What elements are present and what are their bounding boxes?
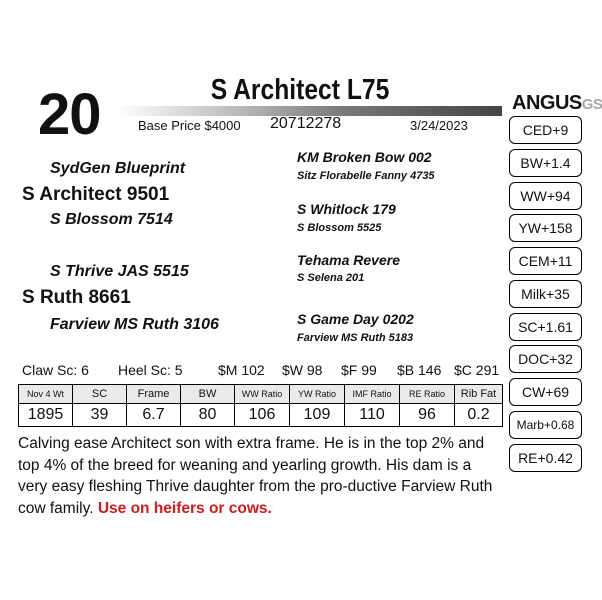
perf-header: YW Ratio [290,385,345,404]
perf-header: Frame [127,385,181,404]
pedigree-dam-sire: S Thrive JAS 5515 [50,263,189,280]
perf-header: RE Ratio [400,385,455,404]
index-c: $C 291 [454,362,500,378]
pedigree-right-4-sub: Farview MS Ruth 5183 [297,332,414,344]
perf-value: 96 [400,404,455,427]
pedigree-right-3-sub: S Selena 201 [297,272,365,284]
perf-header: IMF Ratio [345,385,400,404]
perf-value: 80 [181,404,235,427]
perf-header: BW [181,385,235,404]
brand-sub: GS [581,96,602,113]
animal-name-text: S Architect L75 [210,74,390,106]
epd-cem: CEM+11 [509,247,582,275]
epd-doc: DOC+32 [509,345,582,373]
pedigree-sire: S Architect 9501 [22,184,170,205]
pedigree-right-2-name: S Whitlock 179 [297,201,396,217]
epd-sc: SC+1.61 [509,313,582,341]
perf-value: 109 [290,404,345,427]
index-b: $B 146 [397,362,442,378]
epd-yw: YW+158 [509,214,582,242]
perf-header: WW Ratio [235,385,290,404]
perf-header: Rib Fat [455,385,503,404]
brand-main: ANGUS [512,92,582,114]
perf-value: 0.2 [455,404,503,427]
description-text: Calving ease Architect son with extra frame. He is in the top 2% and top 4% of the breed for weaning and yearling growth. His dam is a very easy fleshing Thrive daughter from the pro-ductive Farview Ruth cow family. [18,435,493,517]
epd-re: RE+0.42 [509,444,582,472]
heel-score: Heel Sc: 5 [118,362,183,378]
index-f: $F 99 [341,362,377,378]
animal-name [0,74,600,107]
claw-score: Claw Sc: 6 [22,362,89,378]
perf-value: 106 [235,404,290,427]
epd-bw: BW+1.4 [509,149,582,177]
perf-value: 1895 [19,404,73,427]
pedigree-dam: S Ruth 8661 [22,287,131,308]
pedigree-right-1-sub: Sitz Florabelle Fanny 4735 [297,170,435,182]
perf-value: 6.7 [127,404,181,427]
pedigree-right-4-name: S Game Day 0202 [297,311,414,327]
perf-value: 110 [345,404,400,427]
base-price: Base Price $4000 [138,118,241,133]
angus-gs-logo [512,92,602,115]
epd-milk: Milk+35 [509,280,582,308]
performance-value-row [19,404,503,427]
pedigree-sire-sire: SydGen Blueprint [50,160,186,177]
pedigree-right-2-sub: S Blossom 5525 [297,222,382,234]
lot-number: 20 [38,82,101,147]
performance-header-row [19,385,503,404]
epd-ced: CED+9 [509,116,582,144]
pedigree-right-3-name: Tehama Revere [297,252,400,268]
birth-date: 3/24/2023 [410,118,468,133]
perf-header: Nov 4 Wt [19,385,73,404]
epd-ww: WW+94 [509,182,582,210]
perf-header: SC [73,385,127,404]
pedigree-right-1-name: KM Broken Bow 002 [297,149,432,165]
epd-column [509,116,582,476]
registration-number: 20712278 [270,115,342,132]
pedigree-dam-dam: Farview MS Ruth 3106 [50,316,219,333]
performance-table [18,384,503,427]
epd-marb: Marb+0.68 [509,411,582,439]
epd-cw: CW+69 [509,378,582,406]
description [18,433,498,519]
description-highlight: Use on heifers or cows. [97,499,272,517]
index-m: $M 102 [218,362,265,378]
perf-value: 39 [73,404,127,427]
index-w: $W 98 [282,362,323,378]
pedigree-sire-dam: S Blossom 7514 [50,211,173,228]
